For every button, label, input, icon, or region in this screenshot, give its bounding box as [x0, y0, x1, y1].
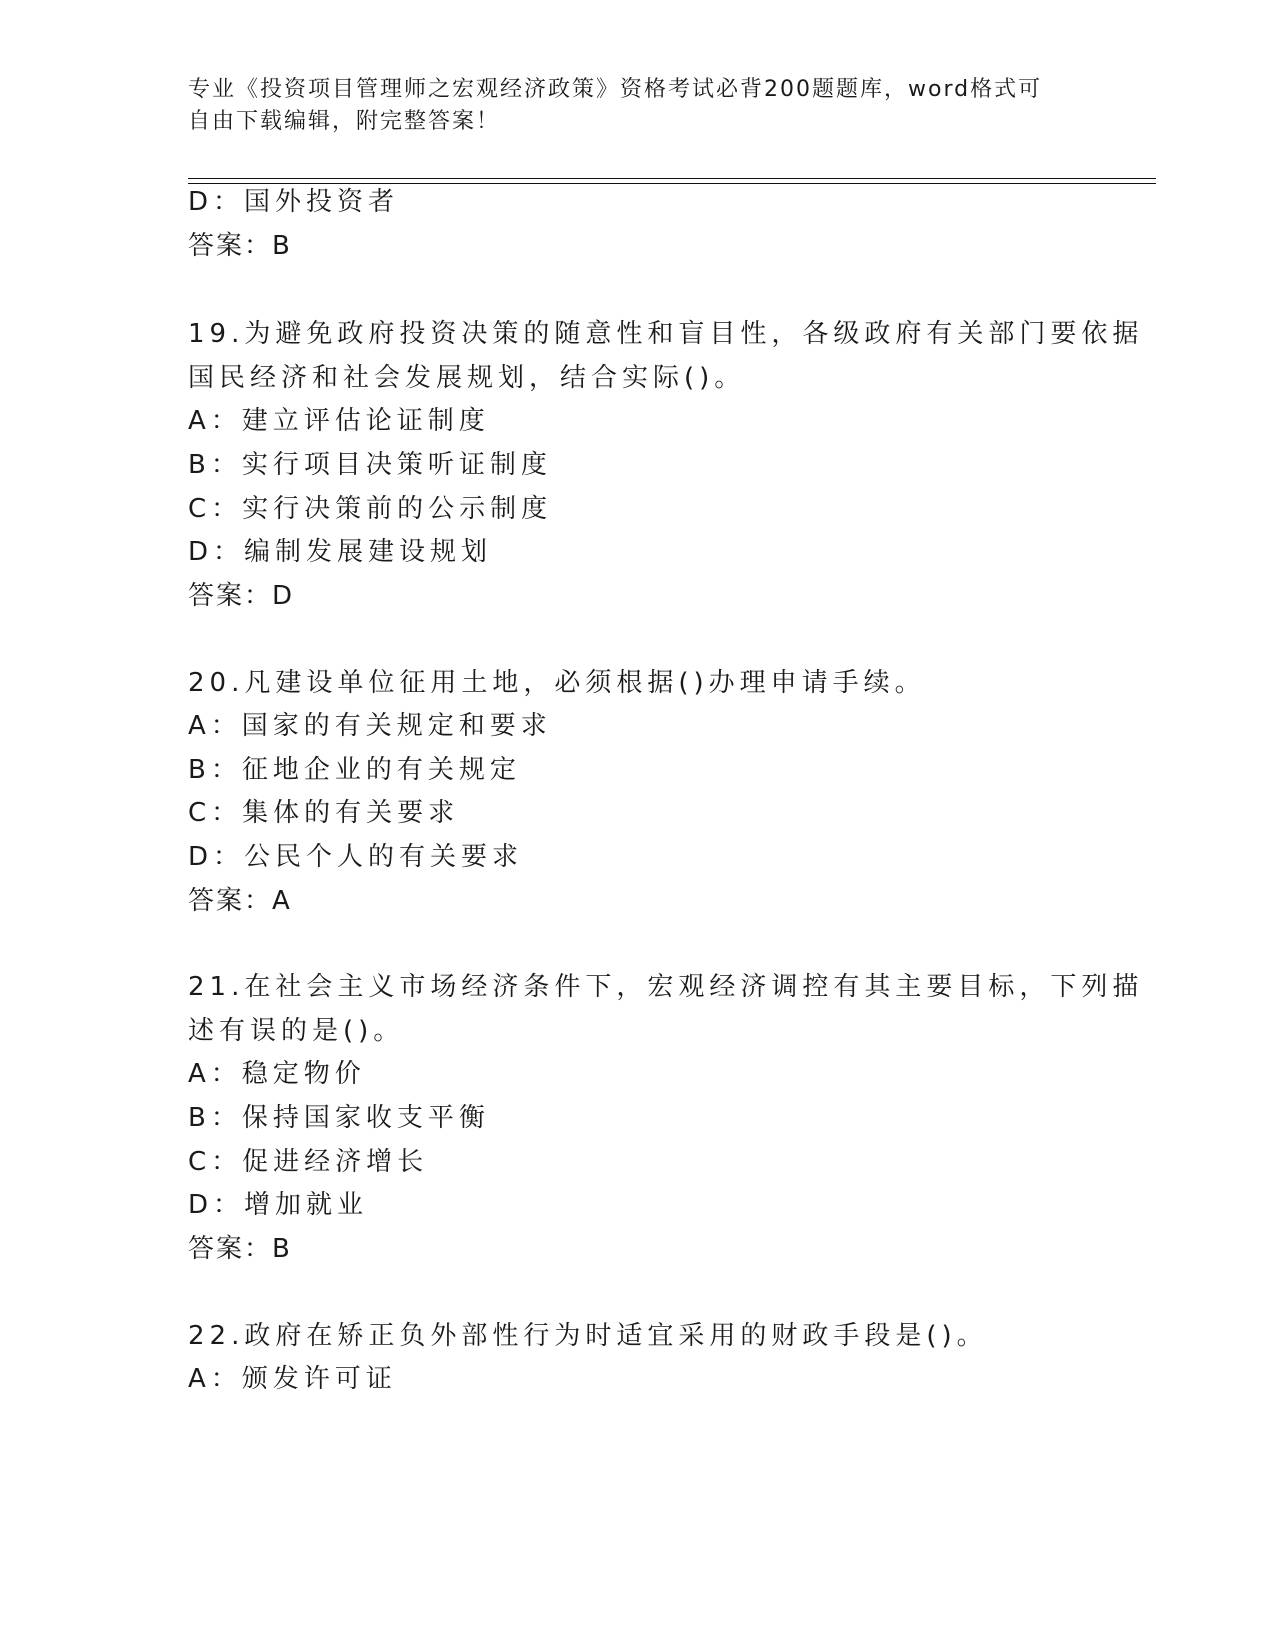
- question-21-option-a: A：稳定物价: [188, 1059, 366, 1089]
- question-21-option-d: D：增加就业: [188, 1190, 369, 1220]
- question-19-option-a: A：建立评估论证制度: [188, 406, 490, 436]
- question-22-option-a: A：颁发许可证: [188, 1364, 397, 1394]
- header-divider-top: [188, 178, 1156, 179]
- header-title-line-1: 专业《投资项目管理师之宏观经济政策》资格考试必背200题题库，word格式可: [188, 77, 1043, 102]
- question-20-option-a: A：国家的有关规定和要求: [188, 711, 552, 741]
- question-21-answer: 答案：B: [188, 1234, 292, 1264]
- header-divider-bottom: [188, 183, 1156, 184]
- question-20-option-c: C：集体的有关要求: [188, 798, 460, 828]
- header-title-line-2: 自由下载编辑，附完整答案！: [188, 109, 501, 134]
- question-20-option-d: D：公民个人的有关要求: [188, 842, 524, 872]
- question-21-option-b: B：保持国家收支平衡: [188, 1103, 490, 1133]
- prev-question-answer: 答案：B: [188, 231, 292, 261]
- question-21-option-c: C：促进经济增长: [188, 1147, 429, 1177]
- document-header: [188, 74, 1068, 138]
- question-19-option-d: D：编制发展建设规划: [188, 537, 493, 567]
- question-19-option-c: C：实行决策前的公示制度: [188, 494, 553, 524]
- question-19-stem-line-2: 国民经济和社会发展规划，结合实际()。: [188, 363, 746, 393]
- question-19-answer: 答案：D: [188, 581, 295, 611]
- question-20-stem-line-1: 20.凡建设单位征用土地，必须根据()办理申请手续。: [188, 668, 926, 698]
- question-20-answer: 答案：A: [188, 886, 292, 916]
- prev-question-option-d: D：国外投资者: [188, 187, 400, 217]
- question-22-stem-line-1: 22.政府在矫正负外部性行为时适宜采用的财政手段是()。: [188, 1321, 988, 1351]
- question-21-stem-line-2: 述有误的是()。: [188, 1016, 405, 1046]
- question-21-stem-line-1: 21.在社会主义市场经济条件下，宏观经济调控有其主要目标，下列描: [188, 972, 1144, 1002]
- question-20-option-b: B：征地企业的有关规定: [188, 755, 521, 785]
- question-19-stem-line-1: 19.为避免政府投资决策的随意性和盲目性，各级政府有关部门要依据: [188, 319, 1144, 349]
- question-19-option-b: B：实行项目决策听证制度: [188, 450, 552, 480]
